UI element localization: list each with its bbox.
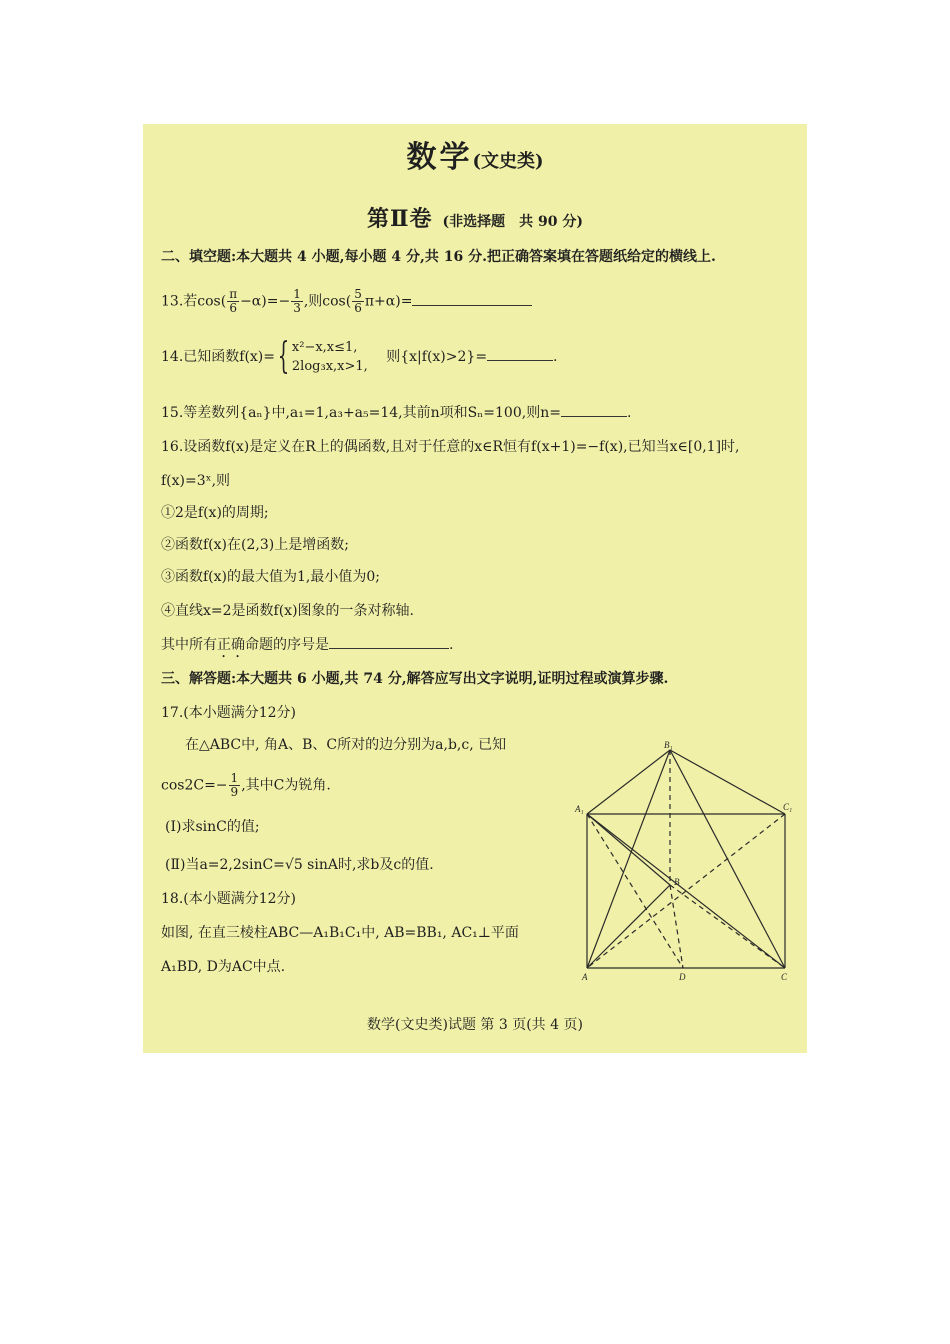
title-sub: (文史类)	[472, 151, 544, 172]
title-main: 数学	[406, 140, 473, 175]
question-16-line1: 16.设函数f(x)是定义在R上的偶函数,且对于任意的x∈R恒有f(x+1)=−f(x),已知当x∈[0,1]时,	[161, 439, 740, 455]
q16-option-2: ②函数f(x)在(2,3)上是增函数;	[161, 537, 349, 553]
fraction: $\frac{5}{6}$	[354, 287, 362, 315]
edge-bd	[670, 885, 683, 968]
exam-title	[143, 132, 807, 176]
q16-option-1: ①2是f(x)的周期;	[161, 505, 269, 521]
question-17-part2: (Ⅱ)当a=2,2sinC=√5 sinA时,求b及c的值.	[165, 857, 434, 873]
answer-blank	[487, 348, 553, 361]
fraction: $\frac{1}{3}$	[293, 287, 301, 315]
question-14: 14.已知函数f(x)={ x²−x,x≤1, 2log₃x,x>1, 则{x|f(x)>2}= .	[161, 336, 558, 377]
question-17-part1: (Ⅰ)求sinC的值;	[165, 819, 260, 835]
q16-question: 其中所有正确命题的序号是 .	[161, 637, 454, 653]
edge-ab	[587, 885, 670, 968]
label-c: C	[781, 972, 788, 982]
section-sub: (非选择题 共 90 分)	[442, 214, 584, 230]
label-b: B	[674, 877, 680, 887]
answer-blank	[329, 636, 449, 649]
section-heading	[143, 202, 807, 233]
question-18-header: 18.(本小题满分12分)	[161, 891, 297, 907]
q16-option-4: ④直线x=2是函数f(x)图象的一条对称轴.	[161, 603, 414, 619]
label-a1: A₁	[575, 804, 584, 814]
question-13: 13.若cos( $\frac{\pi}{6}$ −α)=− $\frac{1}{3}$ ,则cos( $\frac{5}{6}$ π+α)=	[161, 288, 532, 315]
question-16-line2: f(x)=3ˣ,则	[161, 473, 231, 489]
question-15: 15.等差数列{aₙ}中,a₁=1,a₃+a₅=14,其前n项和Sₙ=100,则n= .	[161, 405, 632, 421]
q16-option-3: ③函数f(x)的最大值为1,最小值为0;	[161, 569, 380, 585]
label-a: A	[582, 972, 588, 982]
question-18-line2: A₁BD, D为AC中点.	[161, 959, 286, 975]
question-17-line1: 在△ABC中, 角A、B、C所对的边分别为a,b,c, 已知	[185, 737, 507, 753]
part3-heading: 三、解答题:本大题共 6 小题,共 74 分,解答应写出文字说明,证明过程或演算步骤.	[161, 671, 669, 687]
question-17-line2: cos2C=− $\frac{1}{9}$ ,其中C为锐角.	[161, 771, 331, 799]
answer-blank	[561, 404, 627, 417]
exam-page	[143, 124, 807, 1053]
part2-heading: 二、填空题:本大题共 4 小题,每小题 4 分,共 16 分.把正确答案填在答题纸给定的横线上.	[161, 249, 716, 265]
label-d: D	[679, 972, 686, 982]
prism-figure	[573, 740, 798, 985]
answer-blank	[412, 293, 532, 306]
fraction: $\frac{\pi}{6}$	[229, 287, 238, 315]
edge-b1c	[670, 750, 785, 968]
emphasis-text: 正确	[217, 637, 245, 653]
edge-bc	[670, 885, 785, 968]
question-17-header: 17.(本小题满分12分)	[161, 705, 297, 721]
edge-a1d	[587, 814, 683, 968]
label-b1: B₁	[664, 740, 673, 750]
edge-a1b	[587, 814, 670, 885]
section-main: 第Ⅱ卷	[366, 206, 433, 232]
label-c1: C₁	[783, 802, 793, 812]
page-footer: 数学(文史类)试题 第 3 页(共 4 页)	[367, 1017, 583, 1033]
fraction: $\frac{1}{9}$	[230, 771, 239, 799]
piecewise-cases: x²−x,x≤1, 2log₃x,x>1,	[291, 340, 368, 374]
brace: {	[277, 336, 290, 377]
question-18-line1: 如图, 在直三棱柱ABC—A₁B₁C₁中, AB=BB₁, AC₁⊥平面	[161, 925, 519, 941]
